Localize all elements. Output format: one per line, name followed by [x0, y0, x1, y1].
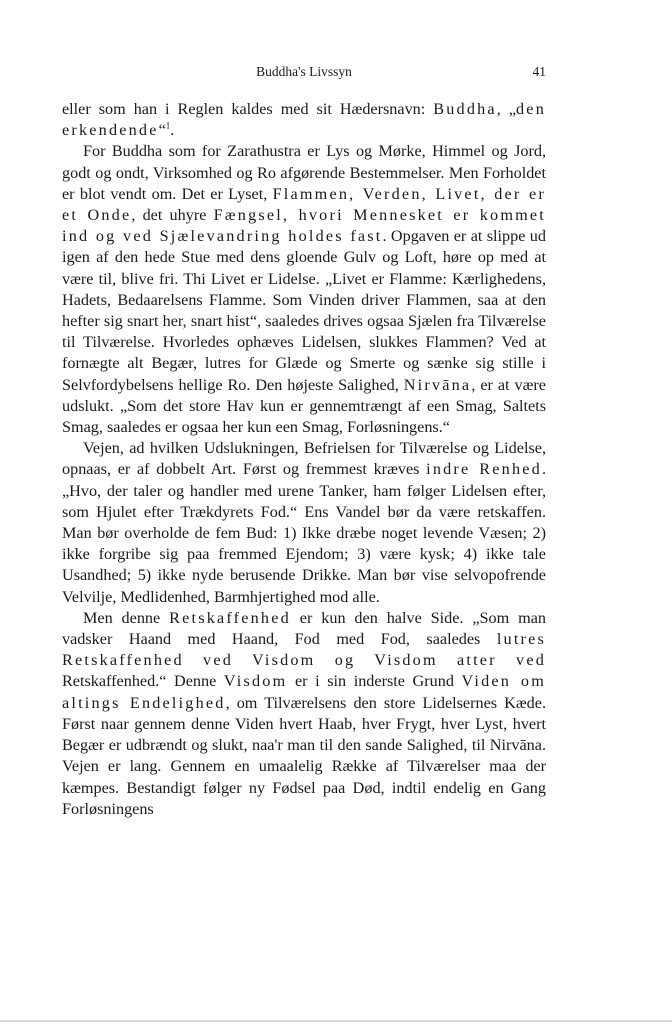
- emphasized-text: Fængsel, hvori Mennesket er kommet ind og ved Sjælevandring holdes fast: [62, 206, 546, 246]
- text-run: , „: [496, 100, 517, 118]
- text-run: . „Hvo, der taler og handler med urene Tanker, ham følger Lidelsen efter, som Hjulet efter Trækdyrets Fod.“ Ens Vandel bør da være retskaffen. Man bør overholde de fem Bud: 1) Ikke dræbe noget levende Væsen; 2) ikke forgribe sig paa fremmed Ejendom; 3) være kysk; 4) ikke tale Usandhed; 5) ikke nyde berusende Drikke. Man bør vise selvopofrende Velvilje, Medlidenhed, Barmhjertighed mod alle.: [62, 460, 546, 606]
- text-run: “: [158, 121, 166, 140]
- text-run: Retskaffenhed.“ Denne: [62, 672, 224, 691]
- text-run: , om Tilværelsens den store Lidelsernes Kæde. Først naar gennem denne Viden hvert Haab, hver Frygt, hver Lyst, hvert Begær er udbrændt og slukt, naa'r man til den sande Salighed, til Nirvāna. Vejen er lang. Gennem en umaalelig Række af Tilværelser maa der kæmpes. Bestandigt følger ny Fødsel paa Død, indtil endelig en Gang Forløsningens: [62, 693, 546, 818]
- emphasized-text: lutres Retskaffenhed ved Visdom og Visdom atter ved: [62, 630, 546, 670]
- text-run: er i sin inderste Grund: [287, 672, 462, 691]
- emphasized-text: Viden om altings Endelighed: [62, 672, 546, 712]
- page-number: 41: [532, 64, 546, 79]
- text-run: Men denne: [83, 608, 170, 627]
- page-bottom-edge: [0, 1020, 672, 1022]
- running-title: Buddha's Livssyn: [256, 64, 352, 79]
- text-run: , er at være udslukt. „Som det store Hav kun er gennemtrængt af een Smag, Saltets Smag, saaledes er ogsaa her kun een Smag, Forløsningens.“: [62, 375, 546, 437]
- paragraph: [62, 608, 546, 820]
- text-run: .: [170, 121, 175, 140]
- text-run: eller som han i Reglen kaldes med sit Hædersnavn:: [62, 100, 434, 118]
- emphasized-text: Nirvāna: [403, 375, 472, 394]
- emphasized-text: Flammen, Verden, Livet, der er et Onde: [62, 184, 546, 225]
- emphasized-text: Retskaffenhed: [169, 608, 291, 627]
- text-run: er kun den halve Side. „Som man vadsker Haand med Haand, Fod med Fod, saaledes: [62, 608, 546, 649]
- emphasized-text: indre Renhed: [426, 460, 542, 479]
- text-run: . Opgaven er at slippe ud igen af den hede Stue med dens gloende Gulv og Loft, høre op med at være til, blive fri. Thi Livet er Lidelse. „Livet er Flamme: Kærlighedens, Hadets, Bedaarelsens Flamme. Som Vinden driver Flammen, saa at den hefter sig snart her, snart hist“, saaledes drives ogsaa Sjælen fra Tilværelse til Tilværelse. Hvorledes ophæves Lidelsen, slukkes Flammen? Ved at fornægte alt Begær, lutres for Glæde og Smerte og sænke sig stille i Selvfordybelsens hellige Ro. Den højeste Salighed,: [62, 227, 546, 394]
- text-run: Vejen, ad hvilken Udslukningen, Befrielsen for Tilværelse og Lidelse, opnaas, er af dobbelt Art. Først og fremmest kræves: [62, 439, 546, 479]
- running-header: [62, 64, 546, 84]
- footnote-marker: 1: [165, 120, 171, 131]
- paragraph: [62, 438, 546, 608]
- paragraph: [62, 141, 546, 438]
- emphasized-text: Visdom: [223, 672, 288, 691]
- emphasized-text: den erkendende: [62, 100, 546, 140]
- paragraph: [62, 99, 546, 141]
- text-run: , det uhyre: [131, 206, 214, 225]
- page-body: [62, 99, 546, 820]
- text-run: For Buddha som for Zarathustra er Lys og Mørke, Himmel og Jord, godt og ondt, Virksomhed og Ro afgørende Bestemmelser. Men Forholdet er blot vendt om. Det er Lyset,: [62, 142, 546, 203]
- emphasized-text: Buddha: [433, 100, 497, 118]
